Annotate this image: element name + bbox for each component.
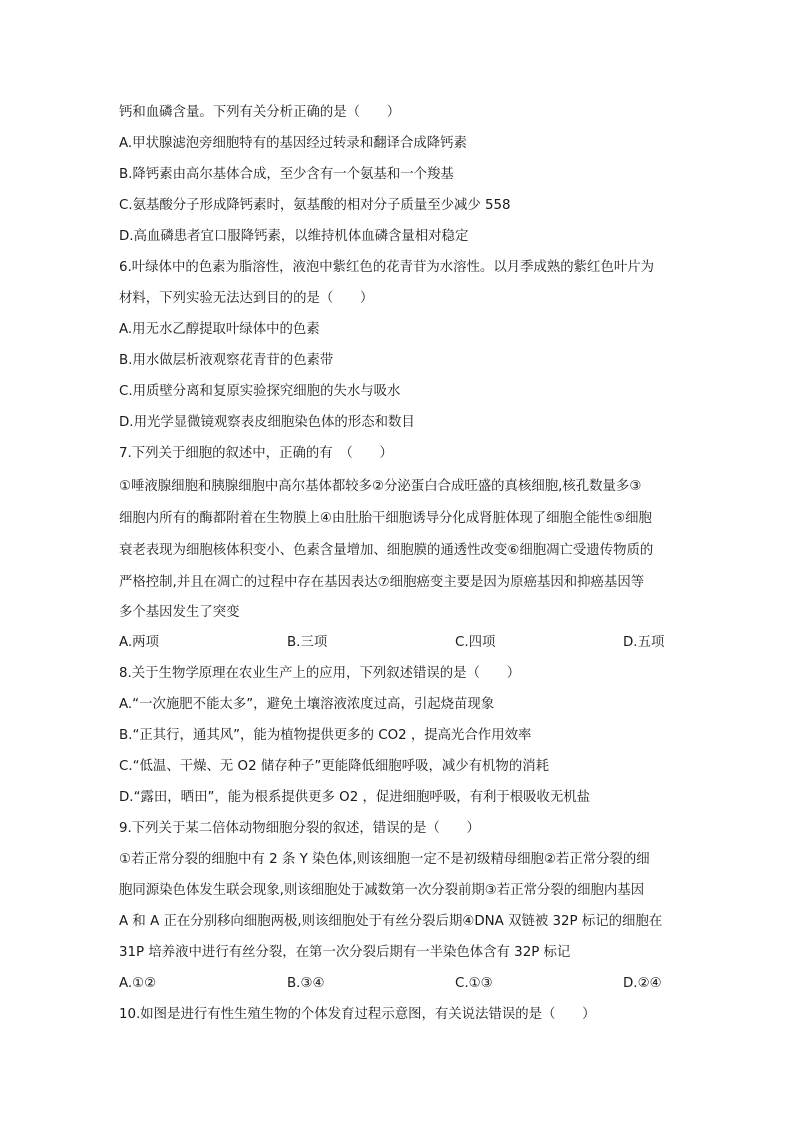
q9-option-d: D.②④ — [623, 976, 662, 991]
q6-option-d: D.用光学显微镜观察表皮细胞染色体的形态和数目 — [119, 415, 415, 430]
q9-option-c: C.①③ — [455, 976, 493, 991]
q10-stem: 10.如图是进行有性生殖生物的个体发育过程示意图，有关说法错误的是（ ） — [119, 1007, 596, 1022]
q9-option-a: A.①② — [119, 976, 157, 991]
q6-stem-line-1: 6.叶绿体中的色素为脂溶性，液泡中紫红色的花青苷为水溶性。以月季成熟的紫红色叶片为 — [119, 260, 655, 275]
q7-body-line-1: ①唾液腺细胞和胰腺细胞中高尔基体都较多②分泌蛋白合成旺盛的真核细胞,核孔数量多③ — [119, 479, 642, 494]
q5-option-b: B.降钙素由高尔基体合成，至少含有一个氨基和一个羧基 — [119, 167, 454, 182]
q7-option-b: B.三项 — [287, 635, 328, 650]
q7-body-line-3: 衰老表现为细胞核体积变小、色素含量增加、细胞膜的通透性改变⑥细胞凋亡受遗传物质的 — [119, 543, 654, 558]
q5-option-d: D.高血磷患者宜口服降钙素，以维持机体血磷含量相对稳定 — [119, 229, 469, 244]
q5-stem: 钙和血磷含量。下列有关分析正确的是（ ） — [119, 105, 401, 120]
q6-option-b: B.用水做层析液观察花青苷的色素带 — [119, 353, 334, 368]
q8-stem: 8.关于生物学原理在农业生产上的应用，下列叙述错误的是（ ） — [119, 666, 521, 681]
q7-option-c: C.四项 — [455, 635, 496, 650]
q9-body-line-3: A 和 A 正在分别移向细胞两极,则该细胞处于有丝分裂后期④DNA 双链被 32P 标记的细胞在 — [119, 914, 663, 929]
q8-option-c: C.“低温、干燥、无 O2 储存种子”更能降低细胞呼吸，减少有机物的消耗 — [119, 759, 549, 774]
q9-body-line-2: 胞同源染色体发生联会现象,则该细胞处于减数第一次分裂前期③若正常分裂的细胞内基因 — [119, 883, 645, 898]
q7-body-line-2: 细胞内所有的酶都附着在生物膜上④由肚胎干细胞诱导分化成肾脏体现了细胞全能性⑤细胞 — [119, 511, 652, 526]
q6-option-a: A.用无水乙醇提取叶绿体中的色素 — [119, 322, 320, 337]
q8-option-d: D.“露田，晒田”，能为根系提供更多 O2 ，促进细胞呼吸，有利于根吸收无机盐 — [119, 790, 591, 805]
q5-option-c: C.氨基酸分子形成降钙素时，氨基酸的相对分子质量至少减少 558 — [119, 198, 511, 213]
q7-option-d: D.五项 — [623, 635, 665, 650]
q9-body-line-4: 31P 培养液中进行有丝分裂，在第一次分裂后期有一半染色体含有 32P 标记 — [119, 945, 571, 960]
q9-stem: 9.下列关于某二倍体动物细胞分裂的叙述，错误的是（ ） — [119, 821, 480, 836]
q7-body-line-5: 多个基因发生了突变 — [119, 605, 240, 620]
q9-body-line-1: ①若正常分裂的细胞中有 2 条 Y 染色体,则该细胞一定不是初级精母细胞②若正常分裂的细 — [119, 852, 650, 867]
q7-stem: 7.下列关于细胞的叙述中，正确的有 （ ） — [119, 446, 393, 461]
q8-option-b: B.“正其行，通其风”，能为植物提供更多的 CO2 ，提高光合作用效率 — [119, 728, 532, 743]
q9-option-b: B.③④ — [287, 976, 325, 991]
q6-stem-line-2: 材料，下列实验无法达到目的的是（ ） — [119, 291, 374, 306]
q7-body-line-4: 严格控制,并且在凋亡的过程中存在基因表达⑦细胞癌变主要是因为原癌基因和抑癌基因等 — [119, 575, 645, 590]
q5-option-a: A.甲状腺滤泡旁细胞特有的基因经过转录和翻译合成降钙素 — [119, 136, 467, 151]
q8-option-a: A.“一次施肥不能太多”，避免土壤溶液浓度过高，引起烧苗现象 — [119, 697, 495, 712]
q6-option-c: C.用质壁分离和复原实验探究细胞的失水与吸水 — [119, 384, 401, 399]
q7-option-a: A.两项 — [119, 635, 159, 650]
